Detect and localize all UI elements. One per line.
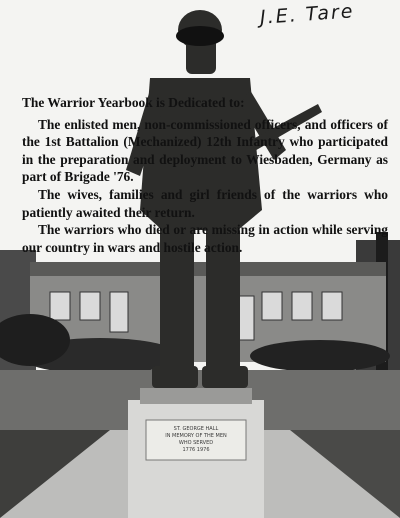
dedication-paragraph-1: The enlisted men, non-commissioned officers, and officers of the 1st Battalion (Mechanized) 12th Infantry who participated in the preparation and deployment to Wiesbaden, Germany as part of Brigade '76. <box>22 116 388 185</box>
plaque-line: IN MEMORY OF THE MEN <box>165 433 227 439</box>
dedication-paragraph-3: The warriors who died or are missing in action while serving our country in wars and hostile action. <box>22 222 388 255</box>
plaque-line: ST. GEORGE HALL <box>173 426 219 432</box>
plaque-line: 1776 1976 <box>182 447 210 453</box>
handwritten-signature: J.E. Tare <box>259 0 356 29</box>
plaque-inscription <box>150 426 242 454</box>
dedication-paragraph-2: The wives, families and girl friends of the warriors who patiently awaited their return. <box>22 186 388 220</box>
dedication-text <box>22 94 388 256</box>
dedication-heading: The Warrior Yearbook is Dedicated to: <box>22 95 245 110</box>
plaque-line: WHO SERVED <box>178 440 214 446</box>
